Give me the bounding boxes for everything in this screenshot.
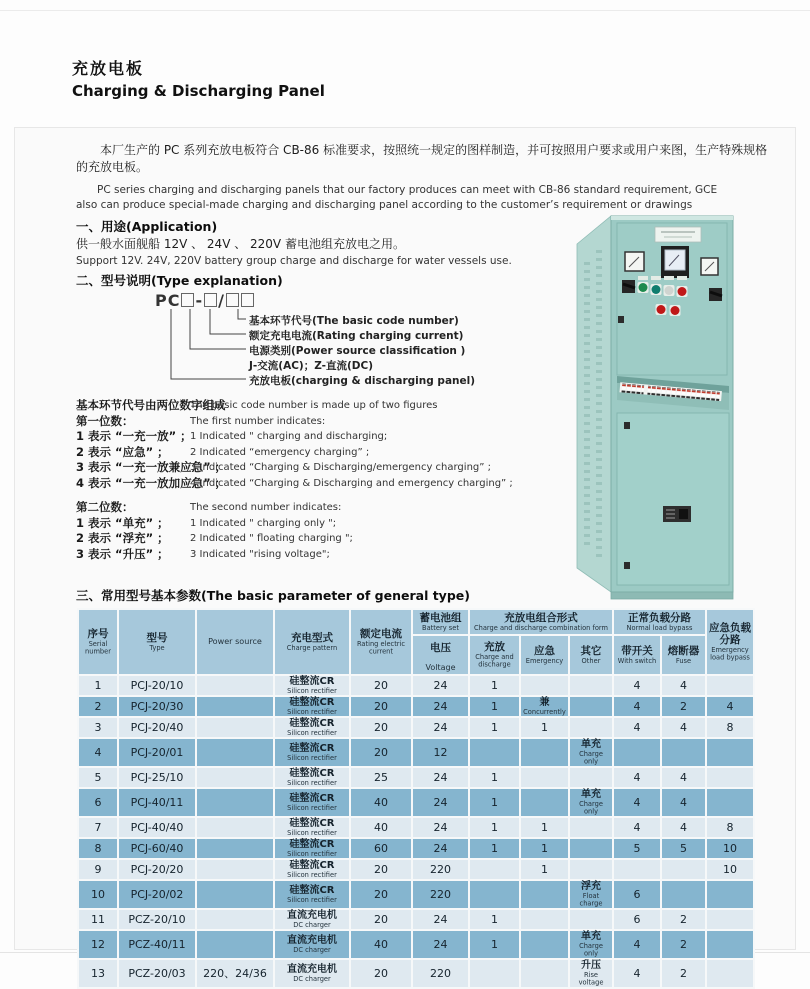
cell-type: PCJ-20/10 [119, 676, 195, 695]
header-charge-discharge: 充放 Charge and discharge [470, 636, 519, 674]
cell-charge-pattern: 硅整流CR Silicon rectifier [275, 718, 349, 737]
cell-rating-current: 40 [351, 818, 411, 837]
cell-fuse [662, 881, 705, 908]
cell-serial: 7 [79, 818, 117, 837]
cell-power-source [197, 789, 273, 816]
cell-rating-current: 40 [351, 789, 411, 816]
cell-rating-current: 20 [351, 910, 411, 929]
cell-emergency-bypass [707, 910, 753, 929]
second-number-explain-english [190, 500, 353, 562]
cell-charge-discharge: 1 [470, 818, 519, 837]
cell-emergency: 1 [521, 839, 568, 858]
cell-type: PCJ-20/40 [119, 718, 195, 737]
cell-voltage: 24 [413, 789, 468, 816]
cell-power-source [197, 718, 273, 737]
application-text-english: Support 12V. 24V, 220V battery group charge and discharge for water vessels use. [76, 255, 512, 267]
cell-serial: 2 [79, 697, 117, 716]
explain-line: The second number indicates: [190, 502, 342, 513]
cell-charge-discharge: 1 [470, 697, 519, 716]
explain-line: 1 Indicated " charging only "; [190, 517, 337, 529]
cell-charge-pattern: 硅整流CR Silicon rectifier [275, 881, 349, 908]
cell-with-switch: 4 [614, 789, 660, 816]
cell-fuse: 4 [662, 676, 705, 695]
cell-power-source [197, 739, 273, 766]
header-rating-current: 额定电流 Rating electric current [351, 610, 411, 674]
cell-other: 单充 Charge only [570, 931, 612, 958]
explain-line: 3 Indicated "rising voltage"; [190, 548, 330, 560]
table-row [79, 860, 753, 879]
cell-emergency-bypass [707, 768, 753, 787]
cell-emergency [521, 881, 568, 908]
cell-emergency: 1 [521, 818, 568, 837]
cell-other [570, 718, 612, 737]
cell-charge-pattern: 硅整流CR Silicon rectifier [275, 789, 349, 816]
cell-other [570, 768, 612, 787]
cell-charge-pattern: 硅整流CR Silicon rectifier [275, 768, 349, 787]
content-panel [14, 127, 796, 987]
cell-power-source [197, 860, 273, 879]
cell-serial: 13 [79, 960, 117, 987]
cell-emergency-bypass: 8 [707, 718, 753, 737]
cell-voltage: 12 [413, 739, 468, 766]
cell-emergency [521, 960, 568, 987]
cell-emergency-bypass: 10 [707, 860, 753, 879]
cell-rating-current: 20 [351, 697, 411, 716]
type-code-diagram [155, 291, 595, 393]
cell-emergency-bypass [707, 931, 753, 958]
cell-charge-discharge: 1 [470, 931, 519, 958]
cell-serial: 5 [79, 768, 117, 787]
explain-line: 4 Indicated “Charging & Discharging and emergency charging” ; [190, 477, 513, 489]
cell-fuse: 2 [662, 931, 705, 958]
cell-emergency-bypass [707, 789, 753, 816]
cell-charge-discharge: 1 [470, 718, 519, 737]
cell-fuse: 2 [662, 697, 705, 716]
cell-type: PCJ-20/20 [119, 860, 195, 879]
cell-power-source [197, 881, 273, 908]
header-charge-pattern: 充电型式 Charge pattern [275, 610, 349, 674]
cell-emergency: 1 [521, 718, 568, 737]
explain-line: 2 表示 “浮充” ； [76, 531, 169, 545]
cell-with-switch [614, 739, 660, 766]
cell-charge-discharge [470, 881, 519, 908]
cell-serial: 12 [79, 931, 117, 958]
cell-power-source [197, 931, 273, 958]
table-header-row-1 [79, 610, 753, 634]
cell-type: PCJ-20/30 [119, 697, 195, 716]
parameters-table-wrap [77, 608, 752, 989]
cell-fuse: 4 [662, 718, 705, 737]
cell-charge-discharge [470, 860, 519, 879]
cell-with-switch: 4 [614, 960, 660, 987]
diagram-label-rating-current: 额定充电电流(Rating charging current) [249, 330, 464, 342]
cell-charge-discharge: 1 [470, 910, 519, 929]
cell-charge-pattern: 硅整流CR Silicon rectifier [275, 739, 349, 766]
cell-with-switch: 4 [614, 931, 660, 958]
cell-power-source [197, 839, 273, 858]
table-row [79, 718, 753, 737]
header-fuse: 熔断器 Fuse [662, 636, 705, 674]
cell-charge-pattern: 直流充电机 DC charger [275, 910, 349, 929]
cell-fuse [662, 860, 705, 879]
cell-with-switch: 4 [614, 697, 660, 716]
cell-serial: 6 [79, 789, 117, 816]
intro-paragraph-chinese: 本厂生产的 PC 系列充放电板符合 CB-86 标准要求，按照统一规定的图样制造，并可按照用户要求或用户来图，生产特殊规格的充放电板。 [76, 143, 768, 174]
cell-emergency [521, 768, 568, 787]
explain-line: 4 表示 “一充一放加应急” ； [76, 475, 227, 490]
cell-fuse: 2 [662, 910, 705, 929]
table-row [79, 789, 753, 816]
first-number-explain-english [190, 398, 513, 491]
cell-other: 单充 Charge only [570, 739, 612, 766]
diagram-label-ac-dc: J-交流(AC)；Z-直流(DC) [249, 360, 374, 372]
cell-with-switch: 6 [614, 881, 660, 908]
cell-fuse [662, 739, 705, 766]
header-serial: 序号 Serial number [79, 610, 117, 674]
header-emergency-load-bypass: 应急负载分路 Emergency load bypass [707, 610, 753, 674]
application-text-chinese: 供一般水面舰船 12V 、 24V 、 220V 蓄电池组充放电之用。 [76, 237, 405, 251]
section-type-explanation-heading: 二、型号说明(Type explanation) [76, 273, 283, 288]
cell-with-switch: 4 [614, 676, 660, 695]
cell-other [570, 910, 612, 929]
cell-other: 浮充 Float charge [570, 881, 612, 908]
cell-type: PCZ-40/11 [119, 931, 195, 958]
cell-other [570, 818, 612, 837]
table-row [79, 676, 753, 695]
explain-line: 2 Indicated “emergency charging” ; [190, 446, 370, 458]
table-row [79, 881, 753, 908]
cell-type: PCJ-40/11 [119, 789, 195, 816]
header-normal-load-bypass: 正常负载分路 Normal load bypass [614, 610, 705, 634]
cell-with-switch: 6 [614, 910, 660, 929]
diagram-connector-lines [155, 291, 255, 391]
table-row [79, 839, 753, 858]
explain-line: 1 表示 “单充” ； [76, 515, 169, 530]
cell-with-switch: 4 [614, 718, 660, 737]
parameters-table [77, 608, 755, 989]
cell-other [570, 839, 612, 858]
cell-type: PCJ-60/40 [119, 839, 195, 858]
cell-type: PCJ-25/10 [119, 768, 195, 787]
cell-other: 升压 Rise voltage [570, 960, 612, 987]
cell-rating-current: 20 [351, 739, 411, 766]
cell-charge-pattern: 直流充电机 DC charger [275, 931, 349, 958]
cell-voltage: 24 [413, 818, 468, 837]
cell-emergency [521, 739, 568, 766]
header-type: 型号 Type [119, 610, 195, 674]
explain-line: 3 表示 “一充一放兼应急” ； [76, 460, 227, 474]
cell-emergency [521, 931, 568, 958]
explain-line: 1 表示 “一充一放” ； [76, 429, 192, 443]
cell-emergency [521, 676, 568, 695]
cell-voltage: 220 [413, 881, 468, 908]
cell-with-switch: 5 [614, 839, 660, 858]
cell-serial: 11 [79, 910, 117, 929]
cell-serial: 8 [79, 839, 117, 858]
cell-power-source [197, 697, 273, 716]
cell-rating-current: 20 [351, 676, 411, 695]
cell-type: PCZ-20/10 [119, 910, 195, 929]
cell-rating-current: 60 [351, 839, 411, 858]
cell-charge-pattern: 硅整流CR Silicon rectifier [275, 860, 349, 879]
cell-serial: 3 [79, 718, 117, 737]
explain-line: 第二位数： [76, 500, 134, 514]
cell-type: PCJ-20/02 [119, 881, 195, 908]
cell-with-switch: 4 [614, 818, 660, 837]
cell-emergency [521, 910, 568, 929]
explain-line: 2 表示 “应急” ； [76, 444, 169, 459]
table-row [79, 818, 753, 837]
explain-line: The basic code number is made up of two figures [190, 400, 438, 411]
cell-emergency-bypass [707, 881, 753, 908]
cell-power-source [197, 910, 273, 929]
cell-voltage: 24 [413, 910, 468, 929]
type-code-prefix: PC [155, 291, 181, 310]
header-combination-form: 充放电组合形式 Charge and discharge combination form [470, 610, 612, 634]
cell-emergency-bypass [707, 960, 753, 987]
cell-charge-pattern: 直流充电机 DC charger [275, 960, 349, 987]
cell-emergency: 1 [521, 860, 568, 879]
cell-type: PCZ-20/03 [119, 960, 195, 987]
cell-rating-current: 20 [351, 860, 411, 879]
cell-type: PCJ-20/01 [119, 739, 195, 766]
cell-voltage: 24 [413, 931, 468, 958]
top-divider [0, 10, 810, 11]
cell-charge-discharge: 1 [470, 789, 519, 816]
cell-other: 单充 Charge only [570, 789, 612, 816]
diagram-label-power-source: 电源类别(Power source classification ) [249, 345, 466, 357]
table-row [79, 697, 753, 716]
cell-other [570, 860, 612, 879]
type-code-slash: / [218, 291, 225, 310]
cell-with-switch: 4 [614, 768, 660, 787]
cell-voltage: 24 [413, 718, 468, 737]
cell-serial: 9 [79, 860, 117, 879]
table-row [79, 739, 753, 766]
cell-charge-discharge: 1 [470, 839, 519, 858]
panel-cabinet-photo [567, 210, 747, 610]
cell-emergency-bypass [707, 739, 753, 766]
cell-charge-discharge: 1 [470, 768, 519, 787]
header-other: 其它 Other [570, 636, 612, 674]
header-power-source: Power source [197, 610, 273, 674]
page-title [72, 56, 325, 100]
cell-charge-discharge [470, 739, 519, 766]
cell-power-source [197, 768, 273, 787]
explain-line: 基本环节代号由两位数字组成 [76, 398, 226, 412]
cell-emergency: 兼 Concurrently [521, 697, 568, 716]
cell-rating-current: 40 [351, 931, 411, 958]
explain-line: 3 Indicated “Charging & Discharging/emergency charging” ; [190, 462, 491, 473]
cell-with-switch [614, 860, 660, 879]
explain-line: 第一位数： [76, 413, 134, 428]
explain-line: The first number indicates: [190, 415, 326, 427]
parameters-table-body [79, 676, 753, 987]
cell-rating-current: 25 [351, 768, 411, 787]
cell-voltage: 220 [413, 960, 468, 987]
cell-voltage: 24 [413, 697, 468, 716]
cell-charge-discharge: 1 [470, 676, 519, 695]
table-row [79, 931, 753, 958]
cell-emergency-bypass: 10 [707, 839, 753, 858]
explain-line: 1 Indicated " charging and discharging; [190, 431, 388, 442]
cell-voltage: 220 [413, 860, 468, 879]
cell-other [570, 676, 612, 695]
type-code-dash: - [195, 291, 204, 310]
explain-line: 3 表示 “升压” ； [76, 546, 169, 561]
cell-other [570, 697, 612, 716]
cell-power-source [197, 676, 273, 695]
second-number-explain-chinese [76, 500, 169, 562]
page-title-chinese: 充放电板 [72, 59, 145, 78]
intro-paragraph-english: PC series charging and discharging panels that our factory produces can meet with CB-86 standard requirement, GCE also can produce special-made charging and discharging panel according to the customer’s requirement or drawings [76, 184, 718, 211]
cell-fuse: 2 [662, 960, 705, 987]
diagram-label-basic-code: 基本环节代号(The basic code number) [249, 315, 459, 327]
table-row [79, 910, 753, 929]
cell-emergency-bypass [707, 676, 753, 695]
cell-voltage: 24 [413, 768, 468, 787]
cell-type: PCJ-40/40 [119, 818, 195, 837]
header-voltage: 电压 Voltage [413, 636, 468, 674]
cell-emergency-bypass: 4 [707, 697, 753, 716]
cell-serial: 10 [79, 881, 117, 908]
cell-power-source: 220、24/36 [197, 960, 273, 987]
cell-voltage: 24 [413, 839, 468, 858]
table-row [79, 768, 753, 787]
cell-power-source [197, 818, 273, 837]
cell-emergency [521, 789, 568, 816]
cabinet-illustration [567, 210, 747, 610]
cell-serial: 1 [79, 676, 117, 695]
section-parameters-heading: 三、常用型号基本参数(The basic parameter of general type) [76, 588, 470, 603]
cell-fuse: 4 [662, 789, 705, 816]
cell-fuse: 5 [662, 839, 705, 858]
cell-charge-pattern: 硅整流CR Silicon rectifier [275, 697, 349, 716]
cell-rating-current: 20 [351, 881, 411, 908]
cell-rating-current: 20 [351, 960, 411, 987]
cell-charge-discharge [470, 960, 519, 987]
header-emergency: 应急 Emergency [521, 636, 568, 674]
cell-charge-pattern: 硅整流CR Silicon rectifier [275, 839, 349, 858]
diagram-label-panel: 充放电板(charging & discharging panel) [249, 375, 476, 387]
explain-line: 2 Indicated " floating charging "; [190, 533, 353, 544]
table-row [79, 960, 753, 987]
cell-charge-pattern: 硅整流CR Silicon rectifier [275, 818, 349, 837]
cell-serial: 4 [79, 739, 117, 766]
header-battery-set: 蓄电池组 Battery set [413, 610, 468, 634]
cell-rating-current: 20 [351, 718, 411, 737]
cell-fuse: 4 [662, 768, 705, 787]
cell-emergency-bypass: 8 [707, 818, 753, 837]
header-with-switch: 带开关 With switch [614, 636, 660, 674]
cell-fuse: 4 [662, 818, 705, 837]
page-title-english: Charging & Discharging Panel [72, 82, 325, 100]
cell-voltage: 24 [413, 676, 468, 695]
section-application-heading: 一、用途(Application) [76, 219, 218, 234]
cell-charge-pattern: 硅整流CR Silicon rectifier [275, 676, 349, 695]
